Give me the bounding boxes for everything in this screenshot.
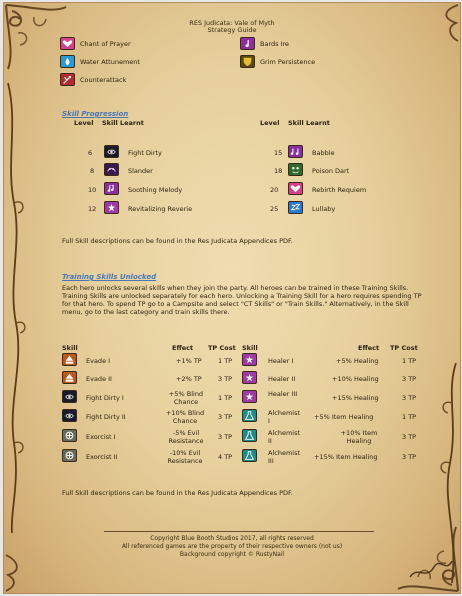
training-skill-name: Fight Dirty II	[86, 413, 126, 421]
training-skill-name: Exorcist II	[86, 453, 118, 461]
training-skill-effect: -5% Evil Resistance	[168, 429, 204, 445]
training-skill-cost: 1 TP	[402, 413, 417, 421]
skill-name: Rebirth Requiem	[312, 186, 367, 194]
healer-icon	[242, 353, 257, 366]
ornament-vine-left	[4, 83, 34, 533]
shield-icon	[240, 55, 255, 68]
column-header-skill: Skill	[62, 344, 78, 352]
column-header-level: Level	[260, 119, 280, 127]
skill-level: 20	[270, 186, 279, 194]
skill-level: 15	[274, 149, 283, 157]
footer-divider	[104, 531, 374, 532]
training-skill-name: Exorcist I	[86, 433, 116, 441]
training-skill-name: Alchemist III	[268, 449, 301, 465]
requiem-icon	[288, 182, 303, 195]
ability-label: Grim Persistence	[260, 58, 316, 66]
section-title-training-skills: Training Skills Unlocked	[62, 273, 157, 281]
training-skill-cost: 3 TP	[402, 453, 417, 461]
training-skill-effect: +5% Healing	[336, 357, 379, 365]
training-skill-name: Evade II	[86, 375, 112, 383]
training-skill-cost: 3 TP	[218, 433, 233, 441]
poison-dart-icon	[288, 163, 303, 176]
training-skill-name: Alchemist II	[268, 429, 301, 445]
alchemist-icon	[242, 409, 257, 422]
healer-icon	[242, 390, 257, 403]
footer-copyright: Copyright Blue Booth Studios 2017, all rights reserved	[150, 535, 314, 542]
water-icon	[60, 55, 75, 68]
fight-dirty-icon	[104, 145, 119, 158]
skill-level: 25	[270, 205, 279, 213]
reverie-icon	[104, 201, 119, 214]
skill-name: Fight Dirty	[128, 149, 162, 157]
document-title: RES Judicata: Vale of Myth	[189, 19, 275, 27]
column-header-tp-cost: TP Cost	[390, 344, 418, 352]
training-skill-name: Healer I	[268, 357, 294, 365]
section-title-skill-progression: Skill Progression	[62, 110, 129, 118]
ability-label: Counterattack	[80, 76, 127, 84]
ability-label: Chant of Prayer	[80, 40, 131, 48]
training-skill-cost: 3 TP	[402, 394, 417, 402]
skill-level: 12	[88, 205, 97, 213]
training-skill-cost: 3 TP	[218, 413, 233, 421]
training-skill-effect: +5% Blind Chance	[168, 390, 204, 406]
evade-icon	[62, 353, 77, 366]
training-skill-cost: 1 TP	[402, 357, 417, 365]
skill-name: Poison Dart	[312, 167, 350, 175]
lullaby-icon	[288, 201, 303, 214]
training-skill-effect: +2% TP	[176, 375, 202, 383]
footer-disclaimer: All referenced games are the property of their respective owners (not us)	[121, 543, 343, 550]
column-header-skill: Skill Learnt	[102, 119, 144, 127]
exorcist-icon	[62, 429, 77, 442]
training-skill-cost: 1 TP	[218, 357, 233, 365]
fight-dirty-icon	[62, 390, 77, 403]
training-skill-effect: +10% Blind Chance	[165, 409, 205, 425]
counter-icon	[60, 73, 75, 86]
evade-icon	[62, 371, 77, 384]
column-header-effect: Effect	[172, 344, 194, 352]
footer-background-credit: Background copyright © RustyNail	[179, 551, 285, 558]
training-skill-cost: 4 TP	[218, 453, 233, 461]
column-header-skill: Skill Learnt	[288, 119, 330, 127]
training-skill-name: Evade I	[86, 357, 111, 365]
training-skill-cost: 3 TP	[218, 375, 233, 383]
training-skill-effect: -10% Evil Resistance	[167, 449, 203, 465]
training-skill-effect: +10% Item Healing	[340, 429, 378, 445]
training-skill-cost: 3 TP	[402, 375, 417, 383]
skill-level: 18	[274, 167, 283, 175]
column-header-level: Level	[74, 119, 94, 127]
skill-level: 8	[90, 167, 95, 175]
training-skill-name: Healer III	[268, 390, 298, 398]
ability-label: Water Attunement	[80, 58, 140, 66]
column-header-effect: Effect	[358, 344, 380, 352]
ornament-corner-bottom-left	[4, 553, 34, 593]
appendix-note: Full Skill descriptions can be found in the Res Judicata Appendices PDF.	[62, 237, 293, 245]
slander-icon	[104, 163, 119, 176]
training-skill-cost: 1 TP	[218, 394, 233, 402]
training-skill-name: Healer II	[268, 375, 296, 383]
fight-dirty-icon	[62, 409, 77, 422]
skill-name: Slander	[128, 167, 153, 175]
column-header-skill: Skill	[242, 344, 258, 352]
music-note-icon	[240, 37, 255, 50]
column-header-tp-cost: TP Cost	[208, 344, 236, 352]
training-skill-effect: +5% Item Healing	[314, 413, 374, 421]
appendix-note: Full Skill descriptions can be found in the Res Judicata Appendices PDF.	[62, 489, 293, 497]
healer-icon	[242, 371, 257, 384]
training-skill-effect: +15% Item Healing	[314, 453, 378, 461]
alchemist-icon	[242, 449, 257, 462]
heart-icon	[60, 37, 75, 50]
alchemist-icon	[242, 429, 257, 442]
melody-icon	[104, 182, 119, 195]
skill-name: Babble	[312, 149, 335, 157]
skill-level: 10	[88, 186, 97, 194]
ability-label: Bards Ire	[260, 40, 290, 48]
guide-page	[3, 2, 461, 594]
document-subtitle: Strategy Guide	[207, 26, 257, 34]
babble-icon	[288, 145, 303, 158]
training-skill-name: Fight Dirty I	[86, 394, 124, 402]
training-skill-effect: +15% Healing	[332, 394, 379, 402]
training-skill-effect: +1% TP	[176, 357, 202, 365]
skill-level: 6	[88, 149, 93, 157]
exorcist-icon	[62, 449, 77, 462]
skill-name: Lullaby	[312, 205, 336, 213]
skill-name: Revitalizing Reverie	[128, 205, 193, 213]
training-skill-effect: +10% Healing	[332, 375, 379, 383]
training-description: Each hero unlocks several skills when they join the party. All heroes can be trained in these Training Skills. Training Skills are unlocked separately for each hero. Unlocking a Training Skill for a hero requires spending TP for that hero. To spend TP go to a Campsite and select "CT Skills" or "Train Skills." Alternatively, in the Skill menu, go to the last category and train skills there.	[62, 284, 422, 316]
decorative-signature	[406, 547, 456, 587]
training-skill-name: Alchemist I	[268, 409, 301, 425]
skill-name: Soothing Melody	[128, 186, 183, 194]
training-skill-cost: 3 TP	[402, 433, 417, 441]
